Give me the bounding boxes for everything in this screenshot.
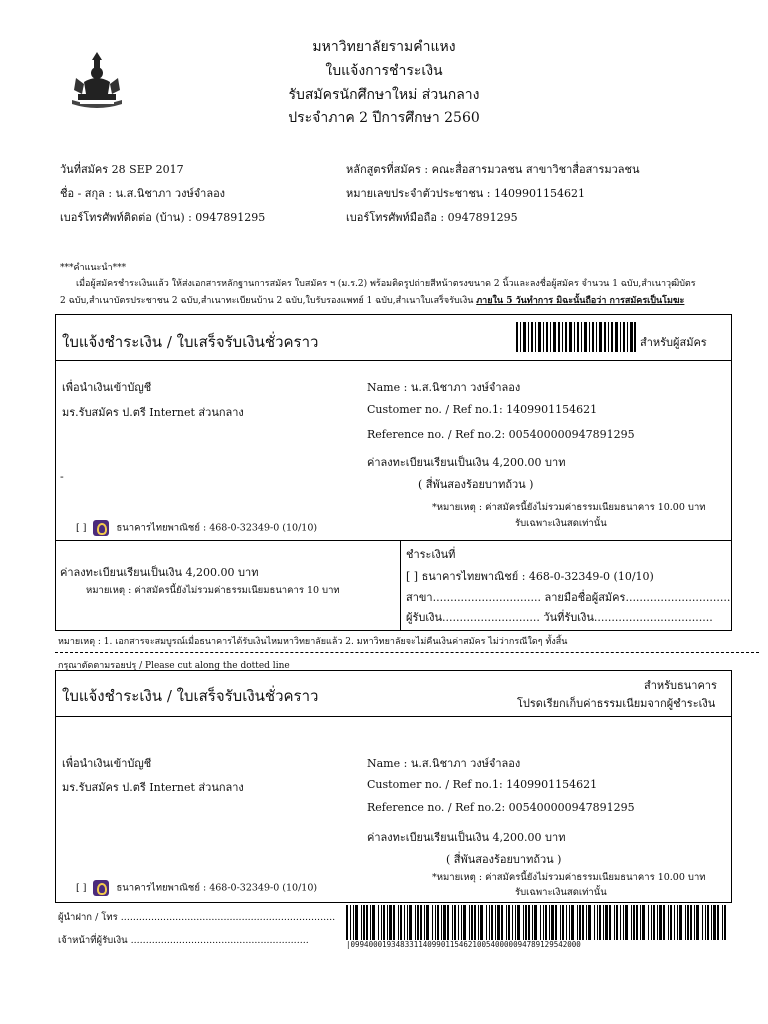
applicant-name: ชื่อ - สกุล : น.ส.นิชาภา วงษ์จำลอง — [60, 187, 226, 200]
slip1-ref2: Reference no. / Ref no.2: 005400000947891295 — [367, 428, 635, 441]
slip2-deposit-label: เพื่อนำเงินเข้าบัญชี — [62, 757, 152, 770]
slip1-note2: รับเฉพาะเงินสดเท่านั้น — [515, 518, 607, 529]
footer-note: หมายเหตุ : 1. เอกสารจะสมบูรณ์เมื่อธนาคารได้รับเงินไหมหาวิทยาลัยแล้ว 2. มหาวิทยาลัยจะไม่คืนเงินค่าสมัคร ไม่ว่ากรณีใดๆ ทั้งสิ้น — [58, 637, 568, 647]
slip2-fee-words: ( สี่พันสองร้อยบาทถ้วน ) — [446, 853, 562, 866]
slip1-branch: สาขา............................... ลายมือชื่อผู้สมัคร.............................. — [406, 591, 731, 604]
instructions-heading: ***คำแนะนำ*** — [60, 263, 127, 273]
slip2-bracket[interactable]: [ ] — [76, 882, 87, 894]
slip2-bank-row — [76, 880, 317, 896]
scb-bank-icon — [93, 520, 109, 536]
slip2-ref2: Reference no. / Ref no.2: 005400000947891295 — [367, 801, 635, 814]
slip2-ref1: Customer no. / Ref no.1: 1409901154621 — [367, 778, 598, 791]
slip1-bank: ธนาคารไทยพาณิชย์ : 468-0-32349-0 (10/10) — [116, 522, 318, 534]
slip2-fee-request: โปรดเรียกเก็บค่าธรรมเนียมจากผู้ชำระเงิน — [517, 697, 716, 710]
slip1-ref1: Customer no. / Ref no.1: 1409901154621 — [367, 403, 598, 416]
document-subtitle: รับสมัครนักศึกษาใหม่ ส่วนกลาง — [288, 87, 480, 103]
slip1-receiver: ผู้รับเงิน............................ วันที่รับเงิน.................................. — [406, 611, 713, 624]
slip2-copy-label: สำหรับธนาคาร — [644, 679, 717, 692]
slip1-note1: *หมายเหตุ : ค่าสมัครนี้ยังไม่รวมค่าธรรมเนียมธนาคาร 10.00 บาท — [432, 502, 706, 513]
slip1-bank-row — [76, 520, 317, 536]
slip2-note1: *หมายเหตุ : ค่าสมัครนี้ยังไม่รวมค่าธรรมเนียมธนาคาร 10.00 บาท — [432, 872, 706, 883]
slip2-fee: ค่าลงทะเบียนเรียนเป็นเงิน 4,200.00 บาท — [367, 831, 566, 844]
home-phone: เบอร์โทรศัพท์ติดต่อ (บ้าน) : 0947891295 — [60, 211, 266, 224]
barcode-number: |099400019348331140990115462100540000094789129542000 — [346, 940, 581, 949]
slip1-dash-mark: - — [60, 470, 64, 483]
slip2-title: ใบแจ้งชำระเงิน / ใบเสร็จรับเงินชั่วคราว — [62, 687, 319, 705]
slip1-fee-words: ( สี่พันสองร้อยบาทถ้วน ) — [418, 478, 534, 491]
cut-instruction: กรุณาตัดตามรอยปรุ / Please cut along the dotted line — [58, 661, 290, 671]
slip1-bank-right: [ ] ธนาคารไทยพาณิชย์ : 468-0-32349-0 (10/10) — [406, 570, 654, 583]
university-name: มหาวิทยาลัยรามคำแหง — [312, 39, 456, 55]
instructions-line1: เมื่อผู้สมัครชำระเงินแล้ว ให้ส่งเอกสารหลักฐานการสมัคร ใบสมัคร ฯ (ม.ร.2) พร้อมติดรูปถ่ายสีหน้าตรงขนาด 2 นิ้วและลงชื่อผู้สมัคร จำนวน 1 ฉบับ,สำเนาวุฒิบัตร — [76, 279, 696, 289]
slip1-fee: ค่าลงทะเบียนเรียนเป็นเงิน 4,200.00 บาท — [367, 456, 566, 469]
document-title: ใบแจ้งการชำระเงิน — [325, 63, 443, 79]
barcode-icon — [346, 905, 730, 940]
slip2-note2: รับเฉพาะเงินสดเท่านั้น — [515, 887, 607, 898]
scb-bank-icon — [93, 880, 109, 896]
officer-line: เจ้าหน้าที่ผู้รับเงิน ........................................................... — [58, 935, 309, 946]
term-label: ประจำภาค 2 ปีการศึกษา 2560 — [288, 110, 480, 126]
slip1-note-left: หมายเหตุ : ค่าสมัครนี้ยังไม่รวมค่าธรรมเนียมธนาคาร 10 บาท — [86, 585, 340, 596]
slip2-name: Name : น.ส.นิชาภา วงษ์จำลอง — [367, 757, 521, 770]
slip1-account: มร.รับสมัคร ป.ตรี Internet ส่วนกลาง — [62, 406, 244, 419]
slip1-paid-at: ชำระเงินที่ — [406, 548, 456, 561]
program: หลักสูตรที่สมัคร : คณะสื่อสารมวลชน สาขาวิชาสื่อสารมวลชน — [346, 163, 640, 176]
slip2-account: มร.รับสมัคร ป.ตรี Internet ส่วนกลาง — [62, 781, 244, 794]
instructions-deadline: ภายใน 5 วันทำการ มิฉะนั้นถือว่า การสมัครเป็นโมฆะ — [476, 296, 685, 306]
slip2-bank: ธนาคารไทยพาณิชย์ : 468-0-32349-0 (10/10) — [116, 882, 318, 894]
instructions-line2: 2 ฉบับ,สำเนาบัตรประชาชน 2 ฉบับ,สำเนาทะเบียนบ้าน 2 ฉบับ,ใบรับรองแพทย์ 1 ฉบับ,สำเนาใบเสร็จรับเงิน — [60, 296, 474, 306]
apply-date: วันที่สมัคร 28 SEP 2017 — [60, 163, 184, 176]
slip1-title: ใบแจ้งชำระเงิน / ใบเสร็จรับเงินชั่วคราว — [62, 333, 319, 351]
cut-line — [55, 652, 759, 653]
slip1-fee-left: ค่าลงทะเบียนเรียนเป็นเงิน 4,200.00 บาท — [60, 566, 259, 579]
slip1-bracket[interactable]: [ ] — [76, 522, 87, 534]
slip1-name: Name : น.ส.นิชาภา วงษ์จำลอง — [367, 381, 521, 394]
mobile-phone: เบอร์โทรศัพท์มือถือ : 0947891295 — [346, 211, 518, 224]
barcode-icon — [516, 322, 636, 352]
depositor-line: ผู้นำฝาก / โทร ....................................................................... — [58, 912, 336, 923]
slip1-deposit-label: เพื่อนำเงินเข้าบัญชี — [62, 381, 152, 394]
slip1-copy-label: สำหรับผู้สมัคร — [640, 336, 707, 349]
citizen-id: หมายเลขประจำตัวประชาชน : 1409901154621 — [346, 187, 585, 200]
